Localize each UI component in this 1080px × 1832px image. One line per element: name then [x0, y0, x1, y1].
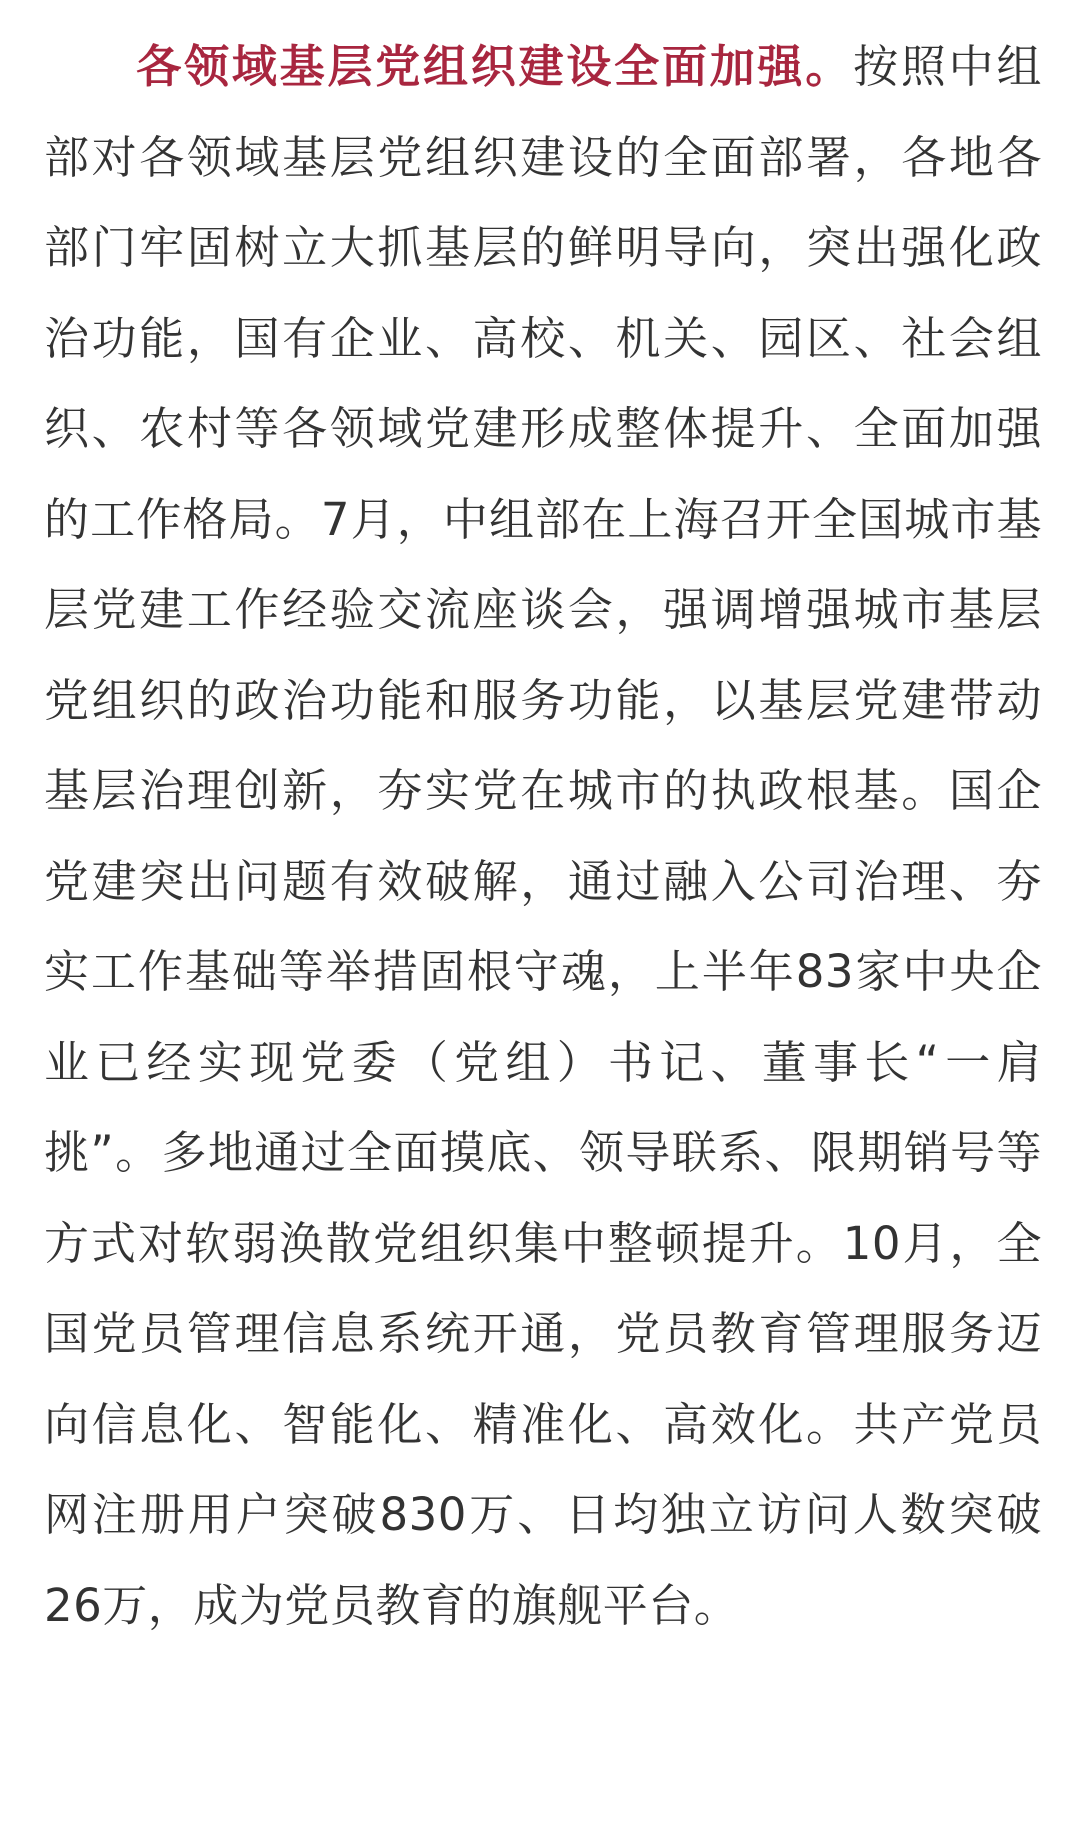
article-paragraph	[44, 22, 1042, 1651]
lead-sentence: 各领域基层党组织建设全面加强。	[134, 40, 854, 93]
body-text: 按照中组部对各领域基层党组织建设的全面部署，各地各部门牢固树立大抓基层的鲜明导向，突出强化政治功能，国有企业、高校、机关、园区、社会组织、农村等各领域党建形成整体提升、全面加强的工作格局。7月，中组部在上海召开全国城市基层党建工作经验交流座谈会，强调增强城市基层党组织的政治功能和服务功能，以基层党建带动基层治理创新，夯实党在城市的执政根基。国企党建突出问题有效破解，通过融入公司治理、夯实工作基础等举措固根守魂，上半年83家中央企业已经实现党委（党组）书记、董事长“一肩挑”。多地通过全面摸底、领导联系、限期销号等方式对软弱涣散党组织集中整顿提升。10月，全国党员管理信息系统开通，党员教育管理服务迈向信息化、智能化、精准化、高效化。共产党员网注册用户突破830万、日均独立访问人数突破26万，成为党员教育的旗舰平台。	[44, 40, 1042, 1632]
